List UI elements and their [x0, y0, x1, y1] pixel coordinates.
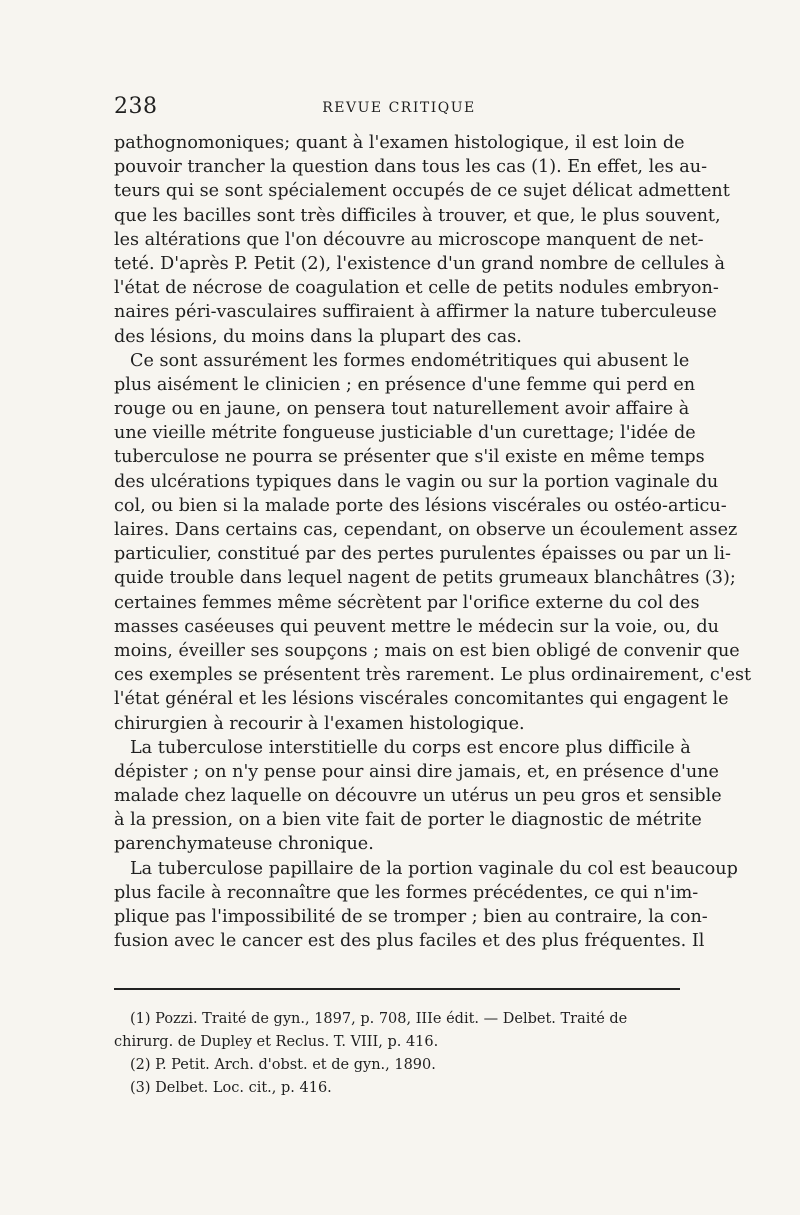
- running-title: REVUE CRITIQUE: [322, 100, 476, 116]
- footnote-line: (3) Delbet. Loc. cit., p. 416.: [130, 1080, 332, 1096]
- text-line: fusion avec le cancer est des plus faciles et des plus fréquentes. Il: [114, 931, 705, 952]
- text-line: teurs qui se sont spécialement occupés de ce sujet délicat admettent: [114, 181, 730, 202]
- page-header: [114, 94, 684, 120]
- text-line: naires péri-vasculaires suffiraient à affirmer la nature tuberculeuse: [114, 302, 717, 323]
- text-line: à la pression, on a bien vite fait de porter le diagnostic de métrite: [114, 810, 702, 831]
- text-line: Ce sont assurément les formes endométritiques qui abusent le: [130, 350, 690, 371]
- text-line: ces exemples se présentent très rarement. Le plus ordinairement, c'est: [114, 665, 752, 686]
- text-line: pouvoir trancher la question dans tous les cas (1). En effet, les au-: [114, 157, 708, 178]
- text-line: plique pas l'impossibilité de se tromper ; bien au contraire, la con-: [114, 907, 708, 927]
- footnote-divider: [114, 988, 680, 990]
- text-line: laires. Dans certains cas, cependant, on observe un écoulement assez: [114, 520, 738, 540]
- text-line: plus aisément le clinicien ; en présence d'une femme qui perd en: [114, 374, 696, 395]
- text-line: des ulcérations typiques dans le vagin ou sur la portion vaginale du: [114, 471, 719, 492]
- page-number: 238: [114, 94, 158, 119]
- text-line: chirurgien à recourir à l'examen histologique.: [114, 713, 525, 734]
- footnote-line: (2) P. Petit. Arch. d'obst. et de gyn., 1890.: [130, 1057, 436, 1073]
- text-line: parenchymateuse chronique.: [114, 834, 374, 855]
- text-line: une vieille métrite fongueuse justiciable d'un curettage; l'idée de: [114, 423, 696, 444]
- footnote-line: (1) Pozzi. Traité de gyn., 1897, p. 708, IIIe édit. — Delbet. Traité de: [130, 1011, 628, 1027]
- text-line: pathognomoniques; quant à l'examen histologique, il est loin de: [114, 133, 685, 153]
- text-line: tuberculose ne pourra se présenter que s'il existe en même temps: [114, 447, 705, 468]
- text-line: rouge ou en jaune, on pensera tout naturellement avoir affaire à: [114, 399, 690, 420]
- text-line: La tuberculose interstitielle du corps est encore plus difficile à: [130, 737, 691, 758]
- text-line: teté. D'après P. Petit (2), l'existence d'un grand nombre de cellules à: [114, 253, 726, 274]
- text-line: La tuberculose papillaire de la portion vaginale du col est beaucoup: [130, 858, 738, 879]
- text-line: moins, éveiller ses soupçons ; mais on est bien obligé de convenir que: [114, 640, 740, 661]
- footnotes: [114, 1008, 684, 1100]
- body-text: [114, 131, 752, 953]
- text-line: quide trouble dans lequel nagent de petits grumeaux blanchâtres (3);: [114, 568, 736, 589]
- text-line: plus facile à reconnaître que les formes précédentes, ce qui n'im-: [114, 882, 699, 903]
- footnote-line: chirurg. de Dupley et Reclus. T. VIII, p. 416.: [114, 1034, 439, 1050]
- text-line: des lésions, du moins dans la plupart des cas.: [114, 326, 522, 347]
- text-line: particulier, constitué par des pertes purulentes épaisses ou par un li-: [114, 544, 731, 565]
- text-line: l'état général et les lésions viscérales concomitantes qui engagent le: [114, 689, 729, 710]
- text-line: que les bacilles sont très difficiles à trouver, et que, le plus souvent,: [114, 205, 721, 226]
- text-line: l'état de nécrose de coagulation et celle de petits nodules embryon-: [114, 278, 719, 299]
- text-line: col, ou bien si la malade porte des lésions viscérales ou ostéo-articu-: [114, 495, 727, 516]
- text-line: dépister ; on n'y pense pour ainsi dire jamais, et, en présence d'une: [114, 761, 719, 782]
- text-line: masses caséeuses qui peuvent mettre le médecin sur la voie, ou, du: [114, 616, 719, 637]
- text-line: les altérations que l'on découvre au microscope manquent de net-: [114, 229, 704, 250]
- text-line: certaines femmes même sécrètent par l'orifice externe du col des: [114, 592, 700, 613]
- text-line: malade chez laquelle on découvre un utérus un peu gros et sensible: [114, 786, 722, 807]
